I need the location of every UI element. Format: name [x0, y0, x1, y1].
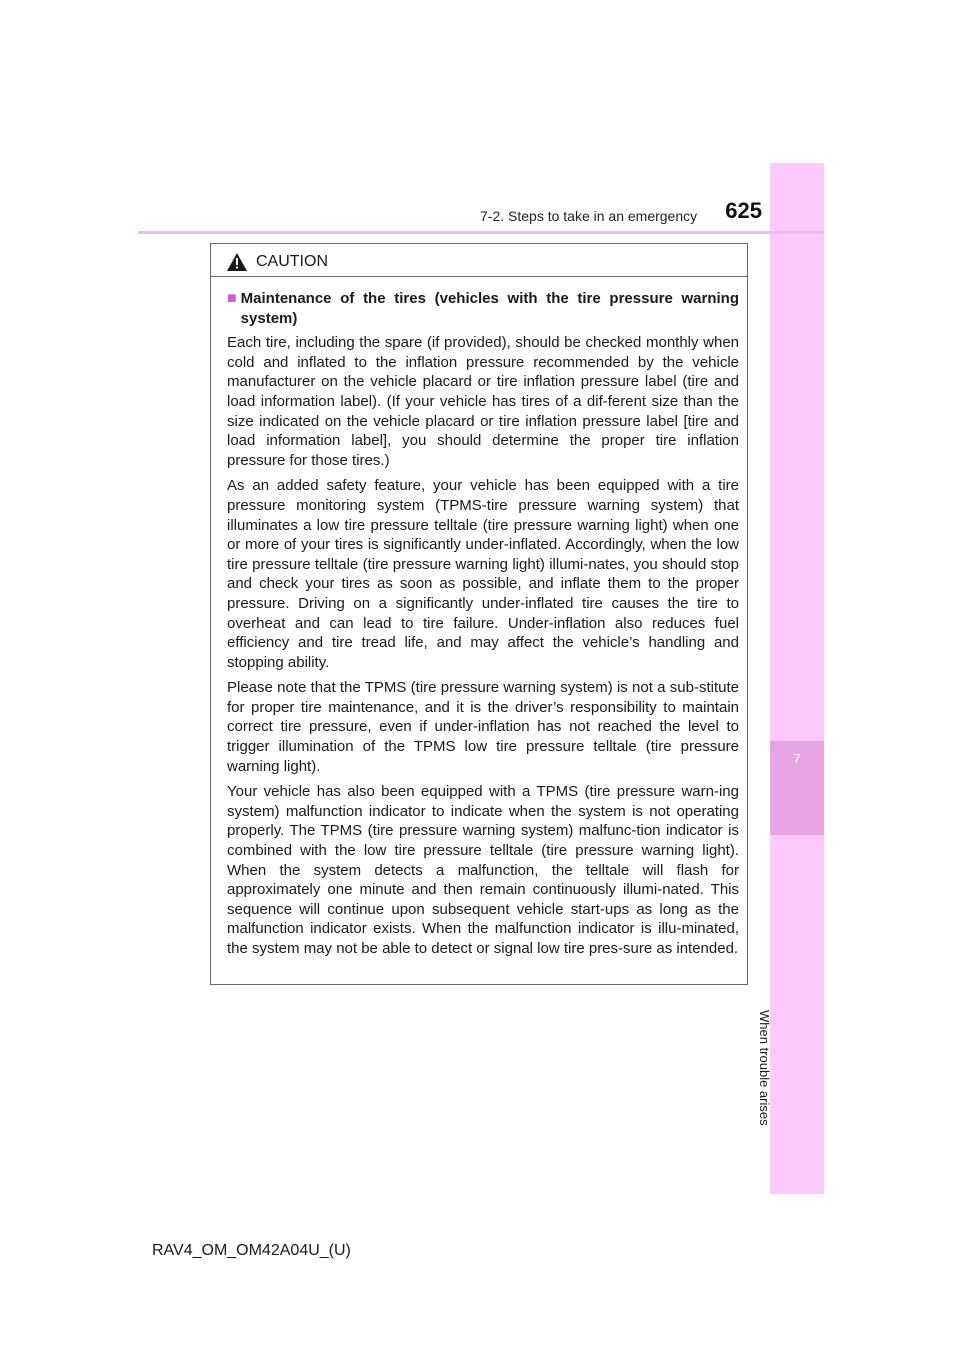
- caution-paragraph: Please note that the TPMS (tire pressure warning system) is not a sub-stitute for proper tire maintenance, and it is the driver’s responsibility to maintain correct tire pressure, even if under-inflation has not reached the level to trigger illumination of the TPMS low tire pressure telltale (tire pressure warning light).: [227, 679, 739, 775]
- header-divider: [138, 231, 824, 234]
- caution-heading-text: Maintenance of the tires (vehicles with the tire pressure warning system): [240, 290, 739, 327]
- page-number: 625: [725, 198, 762, 223]
- caution-box: [210, 243, 748, 985]
- chapter-number: 7: [793, 751, 801, 766]
- caution-heading: [227, 289, 739, 328]
- caution-title: CAUTION: [256, 253, 328, 270]
- caution-body: [211, 277, 747, 959]
- square-bullet-icon: ■: [227, 290, 237, 307]
- caution-paragraph: Each tire, including the spare (if provided), should be checked monthly when cold and inflated to the inflation pressure recommended by the vehicle manufacturer on the vehicle placard or tire inflation pressure label (tire and load information label). (If your vehicle has tires of a dif-ferent size than the size indicated on the vehicle placard or tire inflation pressure label [tire and load information label], you should determine the proper tire inflation pressure for those tires.): [227, 334, 739, 469]
- caution-paragraph: As an added safety feature, your vehicle has been equipped with a tire pressure monitoring system (TPMS-tire pressure warning system) that illuminates a low tire pressure telltale (tire pressure warning light) when one or more of your tires is significantly under-inflated. Accordingly, when the low tire pressure telltale (tire pressure warning light) illumi-nates, you should stop and check your tires as soon as possible, and inflate them to the proper pressure. Driving on a significantly under-inflated tire causes the tire to overheat and can lead to tire failure. Under-inflation also reduces fuel efficiency and tire tread life, and may affect the vehicle’s handling and stopping ability.: [227, 477, 739, 671]
- chapter-number-box: [770, 741, 824, 835]
- section-title: 7-2. Steps to take in an emergency: [480, 208, 698, 224]
- caution-header: [211, 244, 747, 277]
- caution-paragraph: Your vehicle has also been equipped with a TPMS (tire pressure warn-ing system) malfunction indicator to indicate when the system is not operating properly. The TPMS (tire pressure warning system) malfunc-tion indicator is combined with the low tire pressure telltale (tire pressure warning light). When the system detects a malfunction, the telltale will flash for approximately one minute and then remain continuously illumi-nated. This sequence will continue upon subsequent vehicle start-ups as long as the malfunction indicator exists. When the malfunction indicator is illu-minated, the system may not be able to detect or signal low tire pres-sure as intended.: [227, 783, 739, 957]
- side-chapter-tab: [770, 163, 824, 1194]
- chapter-title: When trouble arises: [757, 1010, 772, 1126]
- document-code: RAV4_OM_OM42A04U_(U): [152, 1242, 351, 1259]
- warning-triangle-icon: [227, 253, 247, 271]
